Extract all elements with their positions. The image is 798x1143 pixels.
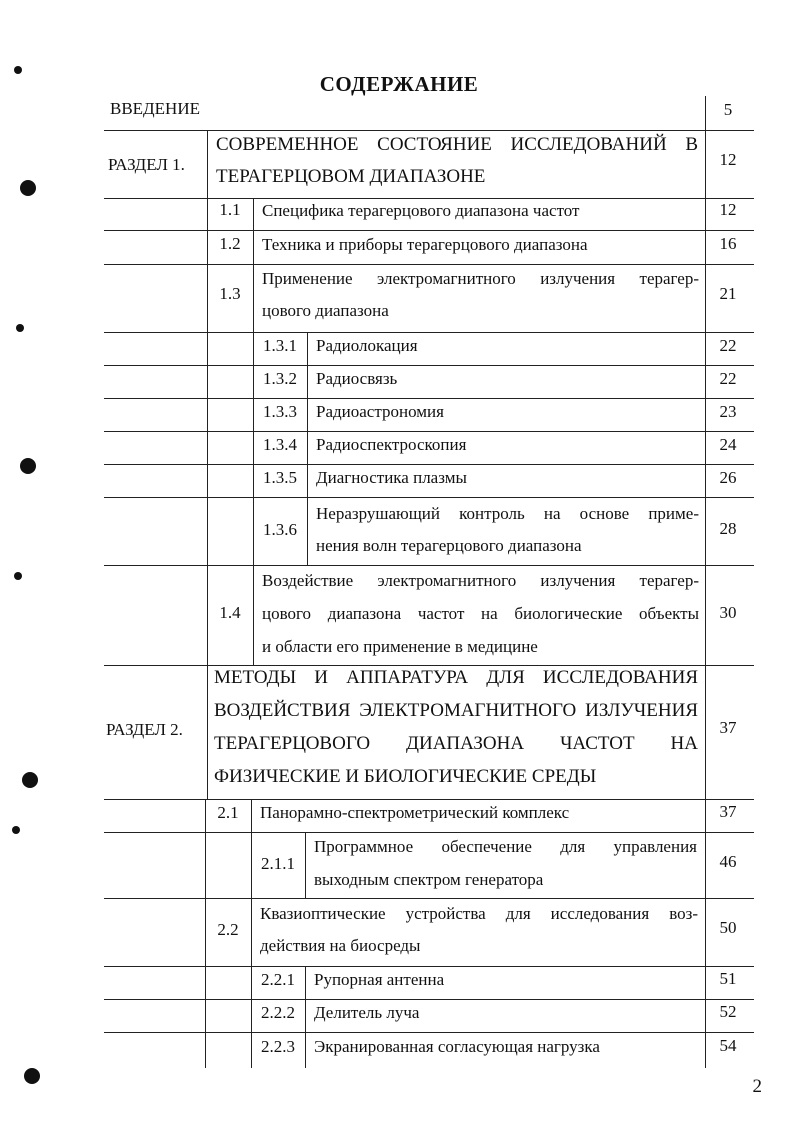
entry-title: Радиоастрономия: [316, 402, 444, 421]
row-divider: [104, 999, 754, 1000]
entry-page: 54: [719, 1036, 737, 1055]
entry-page: 23: [719, 402, 737, 421]
section-column-divider: [207, 665, 208, 799]
section1-page: 12: [719, 150, 737, 169]
entry-title: [262, 262, 699, 295]
entry-number: 2.2.1: [261, 970, 295, 989]
subsection-column-divider: [253, 198, 254, 332]
section2-title: [214, 661, 698, 760]
entry-page: 22: [719, 369, 737, 388]
title-line: Применение электромагнитного излучения терагер-: [262, 269, 699, 288]
entry-number: 2.1.1: [261, 854, 295, 873]
entry-title: Экранированная согласующая нагрузка: [314, 1037, 600, 1056]
subsection-column-divider: [251, 799, 252, 832]
entry-page: 28: [719, 519, 737, 538]
intro-label: ВВЕДЕНИЕ: [110, 99, 200, 118]
punch-hole: [20, 458, 36, 474]
entry-number: 1.3.6: [263, 520, 297, 539]
subsubsection-column-divider: [307, 497, 308, 565]
entry-title: Делитель луча: [314, 1003, 420, 1022]
section1-title: [216, 128, 698, 161]
entry-title: Радиосвязь: [316, 369, 398, 388]
section2-page: 37: [719, 718, 737, 737]
entry-number: 1.3.3: [263, 402, 297, 421]
entry-number: 1.3.1: [263, 336, 297, 355]
entry-page: 46: [719, 852, 737, 871]
entry-title: Радиолокация: [316, 336, 418, 355]
subsubsection-column-divider: [305, 832, 306, 898]
entry-number: 1.3: [219, 284, 241, 303]
title-line: ФИЗИЧЕСКИЕ И БИОЛОГИЧЕСКИЕ СРЕДЫ: [214, 766, 597, 787]
entry-title: Техника и приборы терагерцового диапазона: [262, 235, 588, 254]
entry-number: 2.2.2: [261, 1003, 295, 1022]
title-line: Воздействие электромагнитного излучения терагер-: [262, 571, 699, 590]
binder-mark: [12, 826, 20, 834]
section-column-divider: [207, 130, 208, 198]
row-divider: [104, 332, 754, 333]
title-line: действия на биосреды: [260, 936, 421, 955]
title-line: МЕТОДЫ И АППАРАТУРА ДЛЯ ИССЛЕДОВАНИЯ: [214, 667, 698, 688]
entry-number: 2.2: [217, 920, 239, 939]
entry-title: Панорамно-спектрометрический комплекс: [260, 803, 570, 822]
title-line: ТЕРАГЕРЦОВОМ ДИАПАЗОНЕ: [216, 166, 486, 187]
title-line: и области его применение в медицине: [262, 637, 538, 656]
entry-title: [260, 897, 698, 930]
number-column-divider: [207, 198, 208, 665]
entry-page: 16: [719, 234, 737, 253]
binder-mark: [14, 66, 22, 74]
entry-title: Радиоспектроскопия: [316, 435, 467, 454]
title-line: нения волн терагерцового диапазона: [316, 536, 582, 555]
title-line: ВОЗДЕЙСТВИЯ ЭЛЕКТРОМАГНИТНОГО ИЗЛУЧЕНИЯ: [214, 700, 698, 721]
entry-page: 50: [719, 918, 737, 937]
title-line: цового диапазона частот на биологические объекты: [262, 604, 699, 623]
punch-hole: [24, 1068, 40, 1084]
entry-number: 2.1: [217, 803, 239, 822]
entry-title: Диагностика плазмы: [316, 468, 467, 487]
subsection-column-divider: [253, 565, 254, 665]
entry-page: 30: [719, 603, 737, 622]
entry-page: 12: [719, 200, 737, 219]
binder-mark: [14, 572, 22, 580]
section1-label: РАЗДЕЛ 1.: [108, 155, 185, 174]
punch-hole: [20, 180, 36, 196]
entry-number: 1.2: [219, 234, 241, 253]
title-line: выходным спектром генератора: [314, 870, 544, 889]
entry-page: 22: [719, 336, 737, 355]
entry-number: 2.2.3: [261, 1037, 295, 1056]
entry-number: 1.4: [219, 603, 241, 622]
entry-number: 1.3.5: [263, 468, 297, 487]
title-line: ТЕРАГЕРЦОВОГО ДИАПАЗОНА ЧАСТОТ НА: [214, 733, 698, 754]
entry-page: 37: [719, 802, 737, 821]
title-line: цового диапазона: [262, 301, 389, 320]
section2-label: РАЗДЕЛ 2.: [106, 720, 183, 739]
entry-number: 1.3.4: [263, 435, 297, 454]
page-number: 2: [752, 1076, 762, 1097]
entry-title: Специфика терагерцового диапазона частот: [262, 201, 580, 220]
page-title: СОДЕРЖАНИЕ: [319, 72, 479, 96]
intro-page: 5: [723, 100, 733, 119]
title-line: Программное обеспечение для управления: [314, 837, 697, 856]
entry-title: [262, 564, 699, 630]
binder-mark: [16, 324, 24, 332]
entry-page: 52: [719, 1002, 737, 1021]
entry-number: 1.3.2: [263, 369, 297, 388]
title-line: Неразрушающий контроль на основе приме-: [316, 504, 699, 523]
row-divider: [104, 365, 754, 366]
entry-page: 21: [719, 284, 737, 303]
entry-page: 24: [719, 435, 737, 454]
entry-page: 26: [719, 468, 737, 487]
entry-title: Рупорная антенна: [314, 970, 445, 989]
punch-hole: [22, 772, 38, 788]
title-line: СОВРЕМЕННОЕ СОСТОЯНИЕ ИССЛЕДОВАНИЙ В: [216, 134, 698, 155]
entry-page: 51: [719, 969, 737, 988]
entry-title: [314, 830, 697, 863]
entry-title: [316, 497, 699, 530]
subsubsection-column-divider: [305, 966, 306, 1068]
entry-number: 1.1: [219, 200, 241, 219]
subsubsection-column-divider: [307, 332, 308, 498]
title-line: Квазиоптические устройства для исследования воз-: [260, 904, 698, 923]
